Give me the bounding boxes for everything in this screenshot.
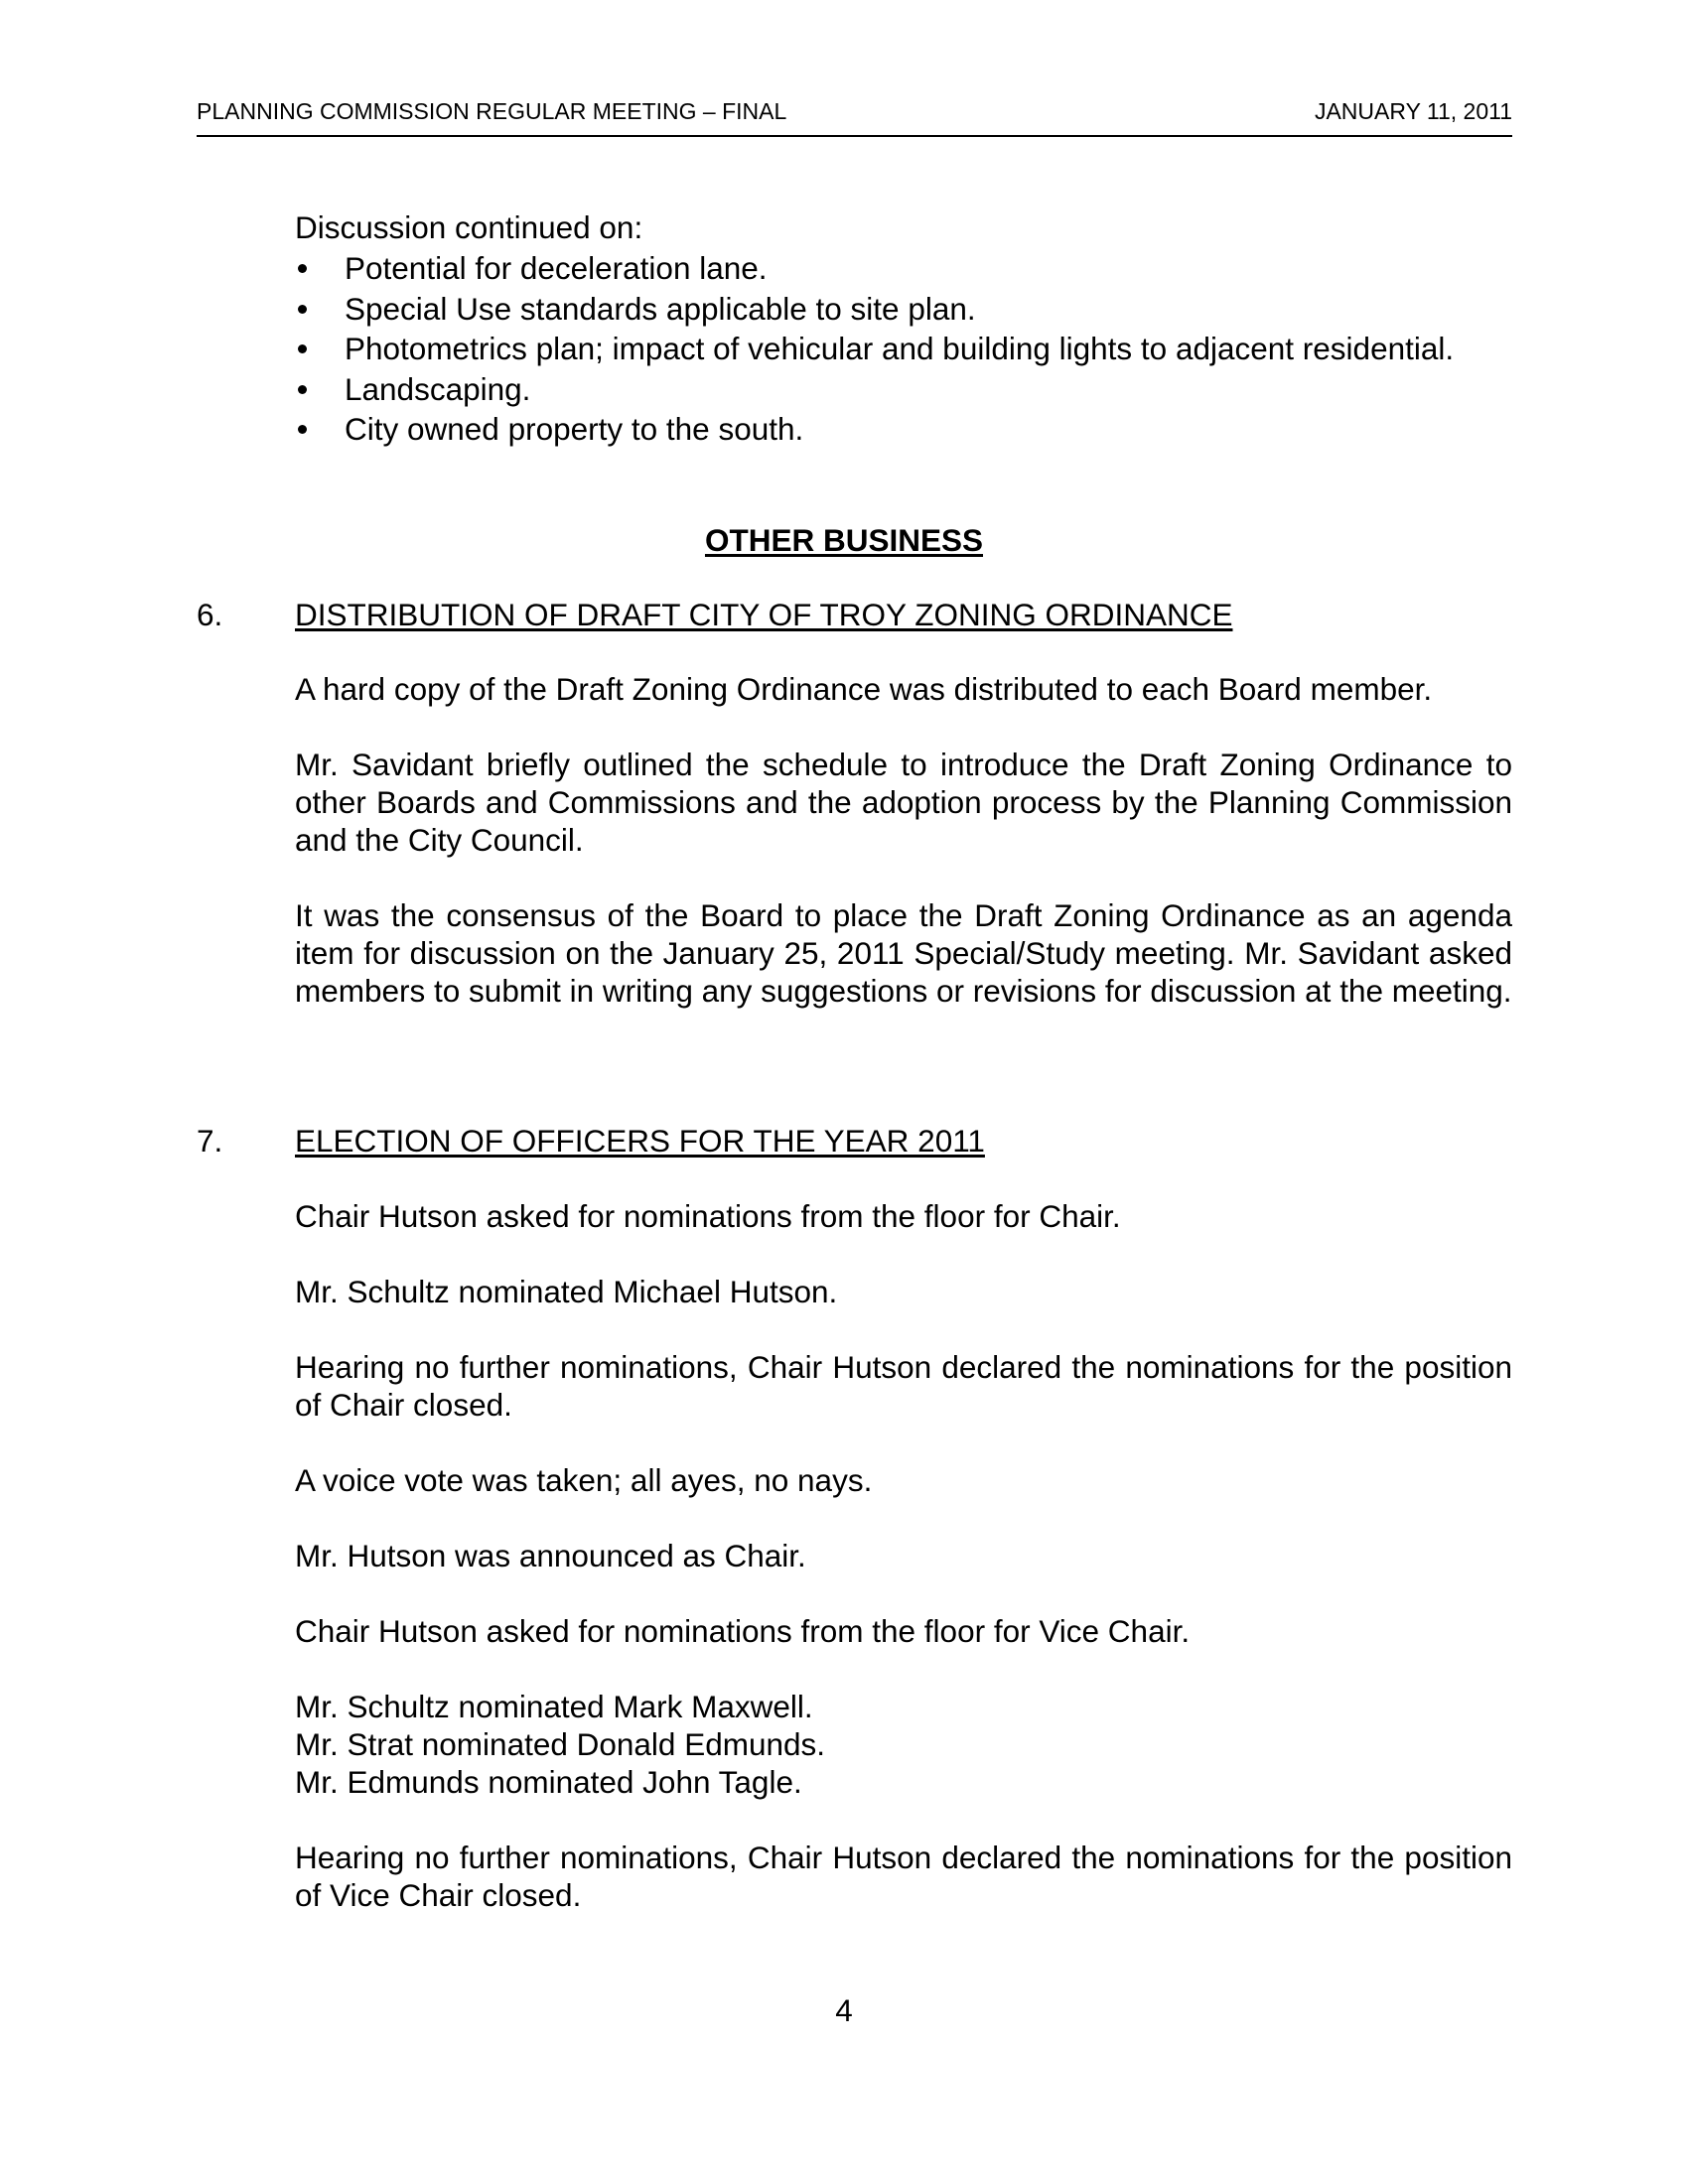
bullet-icon xyxy=(298,425,307,434)
list-item: Landscaping. xyxy=(295,369,1526,410)
discussion-intro: Discussion continued on: xyxy=(295,209,643,245)
list-item: Potential for deceleration lane. xyxy=(295,248,1526,289)
section-heading: OTHER BUSINESS xyxy=(704,522,984,558)
item-6-number: 6. xyxy=(197,597,223,632)
list-item: Special Use standards applicable to site plan. xyxy=(295,289,1526,330)
item-7-paragraph-5: Mr. Hutson was announced as Chair. xyxy=(295,1538,806,1573)
item-7-closing-paragraph: Hearing no further nominations, Chair Hutson declared the nominations for the position of Vice Chair closed. xyxy=(295,1840,1512,1913)
header-date: JANUARY 11, 2011 xyxy=(1314,98,1512,124)
item-7-paragraph-6: Chair Hutson asked for nominations from the floor for Vice Chair. xyxy=(295,1613,1191,1649)
list-item: Photometrics plan; impact of vehicular and building lights to adjacent residential. xyxy=(295,329,1526,369)
bullet-icon xyxy=(298,264,307,273)
vice-chair-nominations xyxy=(295,1688,1512,1801)
item-6-title: DISTRIBUTION OF DRAFT CITY OF TROY ZONING ORDINANCE xyxy=(295,597,1233,632)
item-7-title: ELECTION OF OFFICERS FOR THE YEAR 2011 xyxy=(295,1123,985,1159)
bullet-icon xyxy=(298,385,307,394)
item-7-number: 7. xyxy=(197,1123,223,1159)
bullet-icon xyxy=(298,344,307,353)
item-7-paragraph-3: Hearing no further nominations, Chair Hutson declared the nominations for the position of Chair closed. xyxy=(295,1349,1512,1423)
nomination-line: Mr. Strat nominated Donald Edmunds. xyxy=(295,1726,826,1762)
discussion-bullet-list xyxy=(295,248,1526,450)
page-header xyxy=(197,95,1512,137)
header-title: PLANNING COMMISSION REGULAR MEETING – FINAL xyxy=(197,98,787,124)
item-6-paragraph-3: It was the consensus of the Board to place the Draft Zoning Ordinance as an agenda item for discussion on the January 25, 2011 Special/Study meeting. Mr. Savidant asked members to submit in writing any suggestions or revisions for discussion at the meeting. xyxy=(295,897,1512,1009)
item-7-paragraph-4: A voice vote was taken; all ayes, no nays. xyxy=(295,1462,873,1498)
list-item: City owned property to the south. xyxy=(295,409,1526,450)
item-7-paragraph-2: Mr. Schultz nominated Michael Hutson. xyxy=(295,1274,838,1309)
item-6-paragraph-2: Mr. Savidant briefly outlined the schedule to introduce the Draft Zoning Ordinance to other Boards and Commissions and the adoption process by the Planning Commission and the City Council. xyxy=(295,747,1512,858)
item-7-paragraph-1: Chair Hutson asked for nominations from the floor for Chair. xyxy=(295,1198,1121,1234)
nomination-line: Mr. Edmunds nominated John Tagle. xyxy=(295,1764,802,1800)
nomination-line: Mr. Schultz nominated Mark Maxwell. xyxy=(295,1689,813,1724)
bullet-icon xyxy=(298,305,307,314)
item-6-paragraph-1: A hard copy of the Draft Zoning Ordinance was distributed to each Board member. xyxy=(295,671,1433,707)
page-number: 4 xyxy=(835,1992,853,2028)
